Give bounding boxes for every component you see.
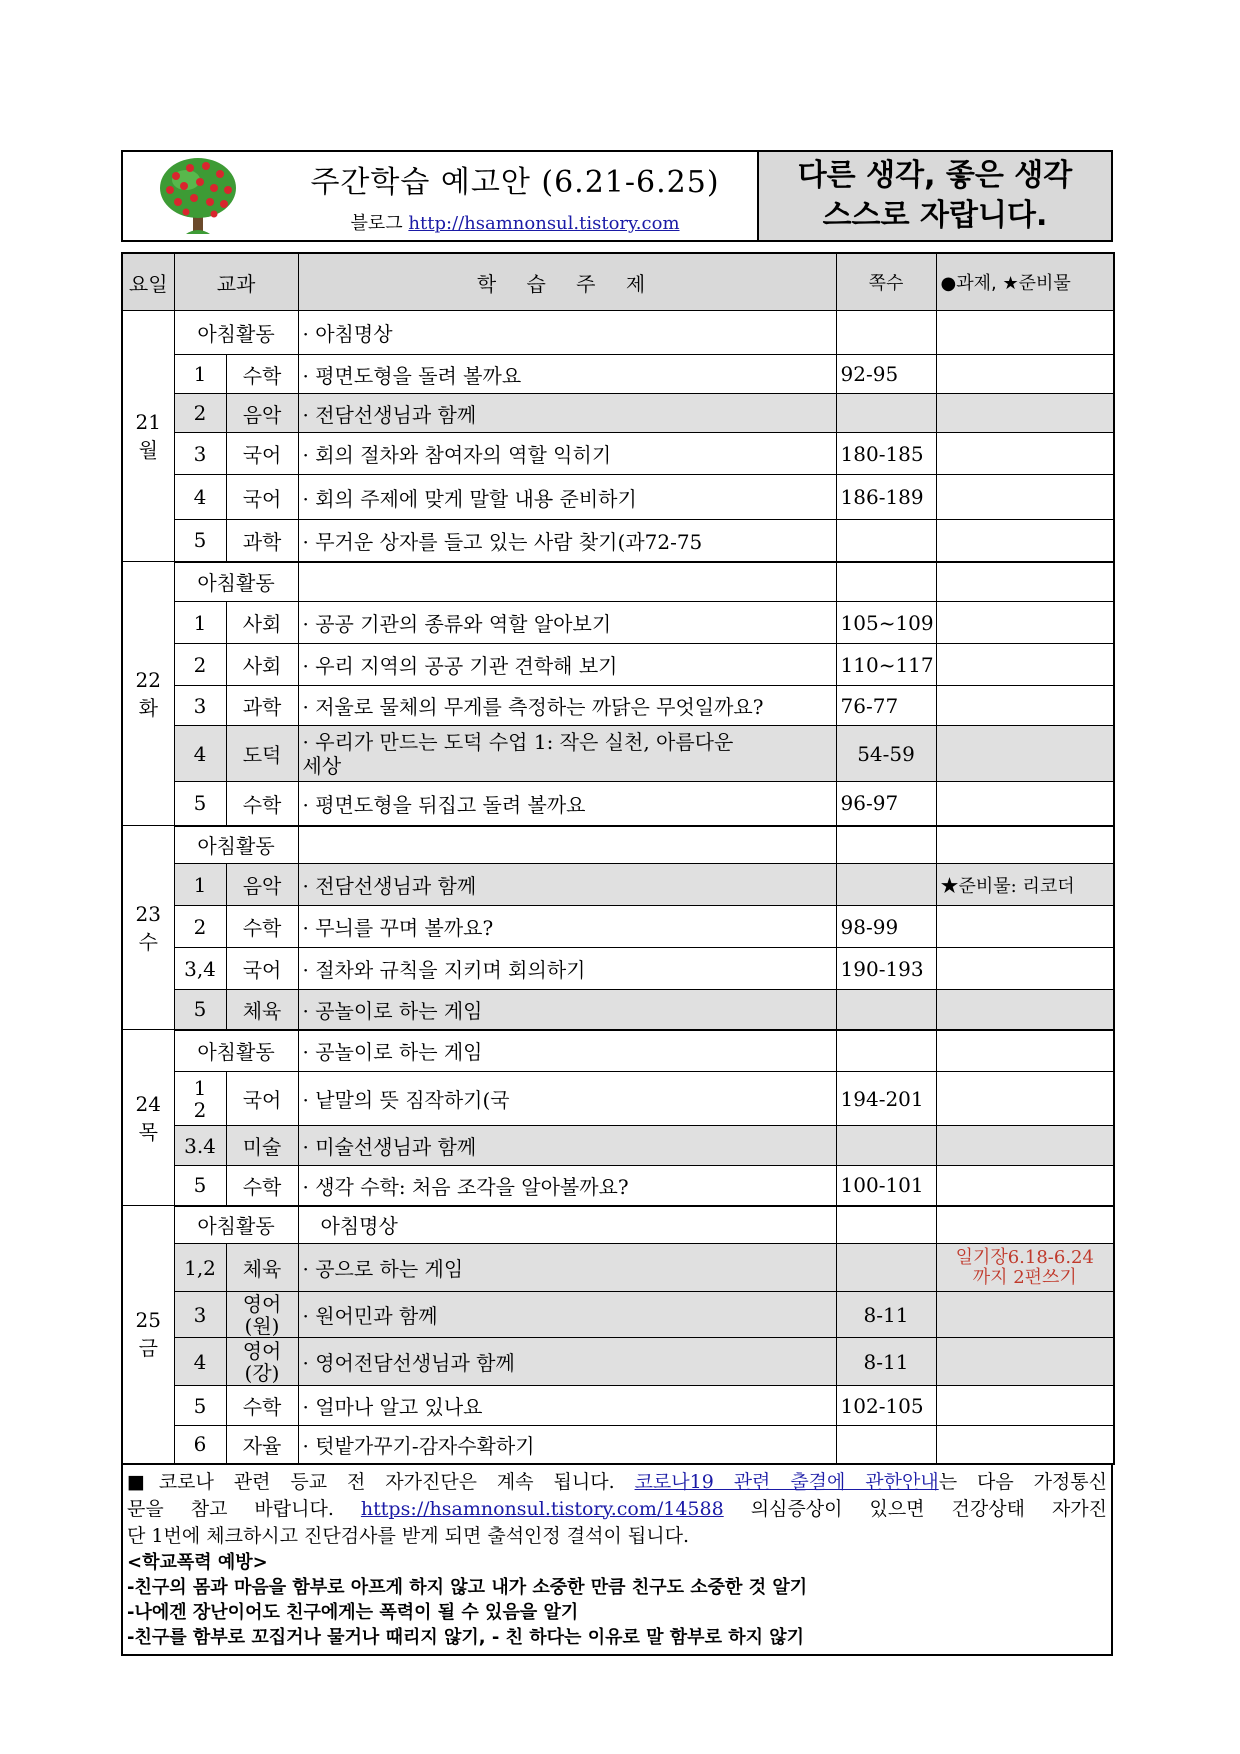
task-cell [936,355,1114,394]
topic-cell [298,726,836,782]
table-row [122,602,1114,644]
subject-cell: 자율 [226,1426,298,1464]
subject-cell: 국어 [226,948,298,990]
topic-cell: · 저울로 물체의 무게를 측정하는 까닭은 무엇일까요? [298,686,836,726]
pages-cell: 190-193 [836,948,936,990]
table-row [122,1030,1114,1072]
pages-cell [836,311,936,355]
pages-cell [836,562,936,602]
table-row [122,644,1114,686]
subject-cell: 음악 [226,864,298,906]
period-cell: 1 [174,602,226,644]
task-cell [936,782,1114,826]
pages-cell: 96-97 [836,782,936,826]
task-cell [936,394,1114,433]
header-subject: 교과 [174,253,298,311]
task-cell [936,602,1114,644]
period-line-1: 1 [193,1075,207,1100]
period-cell: 3,4 [174,948,226,990]
topic-cell: · 무거운 상자를 들고 있는 사람 찾기(과72-75 [298,520,836,562]
table-row [122,782,1114,826]
header-pages: 쪽수 [836,253,936,311]
notice-line-1 [127,1469,1107,1496]
subject-cell: 수학 [226,782,298,826]
notice-line-3: 단 1번에 체크하시고 진단검사를 받게 되면 출석인정 결석이 됩니다. [127,1524,690,1547]
diary-note-line-2: 까지 2편쓰기 [972,1266,1077,1288]
table-row [122,1206,1114,1244]
table-row [122,1338,1114,1386]
page-title: 주간학습 예고안 (6.21-6.25) [310,165,720,200]
table-row [122,990,1114,1030]
day-weekday: 월 [138,438,158,462]
notice-text: 문을 참고 바랍니다. [127,1497,334,1520]
pages-cell [836,394,936,433]
topic-cell: · 공놀이로 하는 게임 [298,990,836,1030]
morning-activity-label: 아침활동 [174,311,298,355]
subject-cell: 국어 [226,475,298,520]
period-cell: 4 [174,726,226,782]
blog-label: 블로그 [350,213,403,234]
table-row [122,906,1114,948]
header-topic: 학 습 주 제 [298,253,836,311]
period-cell: 5 [174,520,226,562]
day-date: 21 [135,410,161,434]
task-cell [936,644,1114,686]
period-cell: 1 [174,355,226,394]
subject-cell: 국어 [226,1072,298,1126]
day-cell-thu [122,1030,174,1206]
subject-cell: 음악 [226,394,298,433]
pages-cell: 105~109 [836,602,936,644]
task-cell [936,562,1114,602]
task-cell [936,520,1114,562]
topic-cell: · 낱말의 뜻 짐작하기(국 [298,1072,836,1126]
schedule-table [121,252,1115,1465]
weekly-plan-page [121,150,1113,1656]
covid-attendance-link[interactable]: 코로나19 관련 출결에 관한안내 [634,1470,939,1493]
task-cell [936,1126,1114,1166]
period-cell: 5 [174,782,226,826]
table-row [122,1386,1114,1426]
pages-cell [836,520,936,562]
pages-cell [836,1206,936,1244]
subject-cell: 도덕 [226,726,298,782]
topic-cell [298,562,836,602]
topic-line-2: 세상 [302,753,342,778]
topic-cell: · 무늬를 꾸며 볼까요? [298,906,836,948]
pages-cell: 194-201 [836,1072,936,1126]
subject-line-2: (원) [244,1313,280,1338]
motto-line-2: 스스로 자랍니다. [822,198,1048,233]
task-cell [936,1030,1114,1072]
table-row [122,475,1114,520]
notice-text: ■코로나 관련 등교 전 자가진단은 계속 됩니다. [127,1470,615,1493]
topic-cell: · 원어민과 함께 [298,1292,836,1338]
topic-cell: · 영어전담선생님과 함께 [298,1338,836,1386]
day-date: 23 [135,901,161,926]
logo-cell [123,152,273,240]
notice-box [121,1465,1113,1656]
pages-cell: 180-185 [836,433,936,475]
topic-cell: · 회의 주제에 맞게 말할 내용 준비하기 [298,475,836,520]
topic-cell: · 절차와 규칙을 지키며 회의하기 [298,948,836,990]
notice-url-link[interactable]: https://hsamnonsul.tistory.com/14588 [360,1497,724,1520]
period-cell: 4 [174,1338,226,1386]
diary-note-line-1: 일기장6.18-6.24 [955,1246,1094,1268]
topic-cell: · 공공 기관의 종류와 역할 알아보기 [298,602,836,644]
subject-line-2: (강) [244,1360,280,1385]
table-row [122,1292,1114,1338]
day-date: 25 [135,1308,161,1333]
pages-cell [836,1426,936,1464]
subject-cell [226,1292,298,1338]
task-cell [936,1338,1114,1386]
period-cell: 2 [174,394,226,433]
table-row [122,433,1114,475]
task-cell [936,1072,1114,1126]
pages-cell [836,1126,936,1166]
topic-cell: · 얼마나 알고 있나요 [298,1386,836,1426]
topic-cell: · 공으로 하는 게임 [298,1244,836,1292]
pages-cell: 8-11 [836,1338,936,1386]
pages-cell [836,1030,936,1072]
period-cell: 5 [174,1166,226,1206]
violence-title: <학교폭력 예방> [127,1551,268,1573]
table-row [122,355,1114,394]
subject-cell: 수학 [226,355,298,394]
topic-cell: · 우리 지역의 공공 기관 견학해 보기 [298,644,836,686]
subject-cell: 미술 [226,1126,298,1166]
task-cell: ★준비물: 리코더 [936,864,1114,906]
subject-cell [226,1338,298,1386]
table-row [122,726,1114,782]
task-cell [936,475,1114,520]
morning-activity-label: 아침활동 [174,1030,298,1072]
table-row [122,1166,1114,1206]
day-weekday: 수 [138,929,158,954]
subject-cell: 사회 [226,644,298,686]
subject-cell: 사회 [226,602,298,644]
motto-line-1: 다른 생각, 좋은 생각 [797,158,1073,193]
pages-cell: 102-105 [836,1386,936,1426]
table-row [122,864,1114,906]
period-cell: 1,2 [174,1244,226,1292]
subject-cell: 수학 [226,1166,298,1206]
pages-cell: 8-11 [836,1292,936,1338]
day-date: 22 [135,667,161,692]
pages-cell: 100-101 [836,1166,936,1206]
topic-cell: · 평면도형을 뒤집고 돌려 볼까요 [298,782,836,826]
task-cell [936,948,1114,990]
period-cell: 5 [174,1386,226,1426]
pages-cell [836,990,936,1030]
header [121,150,1113,242]
day-date: 24 [135,1091,161,1116]
period-cell [174,1072,226,1126]
pages-cell [836,1244,936,1292]
violence-item-2: -나에겐 장난이어도 친구에게는 폭력이 될 수 있음을 알기 [127,1601,579,1623]
notice-line-2 [127,1496,1107,1523]
pages-cell: 92-95 [836,355,936,394]
header-tasks: ●과제, ★준비물 [936,253,1114,311]
topic-cell [298,826,836,864]
apple-tree-icon [156,154,240,238]
subject-cell: 수학 [226,906,298,948]
day-weekday: 금 [138,1336,158,1361]
table-row [122,562,1114,602]
period-cell: 4 [174,475,226,520]
table-row [122,1126,1114,1166]
topic-cell: · 회의 절차와 참여자의 역할 익히기 [298,433,836,475]
task-cell [936,1292,1114,1338]
header-day: 요일 [122,253,174,311]
day-weekday: 화 [138,695,158,720]
day-cell-wed [122,826,174,1030]
table-row [122,1426,1114,1464]
period-cell: 2 [174,906,226,948]
day-weekday: 목 [138,1119,158,1144]
task-cell [936,1166,1114,1206]
table-row [122,394,1114,433]
table-row [122,948,1114,990]
day-cell-mon [122,311,174,562]
period-cell: 2 [174,644,226,686]
topic-cell: · 공놀이로 하는 게임 [298,1030,836,1072]
morning-activity-label: 아침활동 [174,1206,298,1244]
subject-cell: 수학 [226,1386,298,1426]
diary-homework-note [936,1244,1114,1292]
topic-line-1: · 우리가 만드는 도덕 수업 1: 작은 실천, 아름다운 [302,729,734,754]
subject-cell: 과학 [226,520,298,562]
topic-cell: · 텃밭가꾸기-감자수확하기 [298,1426,836,1464]
topic-cell: · 전담선생님과 함께 [298,394,836,433]
morning-activity-label: 아침활동 [174,826,298,864]
day-cell-fri [122,1206,174,1464]
table-row [122,826,1114,864]
task-cell [936,990,1114,1030]
topic-cell: · 아침명상 [298,311,836,355]
blog-line [350,209,679,235]
violence-item-3: -친구를 함부로 꼬집거나 물거나 때리지 않기, - 친 하다는 이유로 말 함부로 하지 않기 [127,1626,805,1648]
period-cell: 3 [174,1292,226,1338]
topic-cell: · 평면도형을 돌려 볼까요 [298,355,836,394]
title-cell [273,152,757,240]
blog-link[interactable]: http://hsamnonsul.tistory.com [408,213,680,234]
period-cell: 3 [174,433,226,475]
table-row [122,311,1114,355]
morning-activity-label: 아침활동 [174,562,298,602]
pages-cell [836,826,936,864]
motto-cell [757,152,1111,240]
subject-line-1: 영어 [242,1291,282,1316]
task-cell [936,906,1114,948]
pages-cell: 98-99 [836,906,936,948]
pages-cell: 76-77 [836,686,936,726]
topic-cell: 아침명상 [298,1206,836,1244]
table-row [122,1072,1114,1126]
subject-cell: 과학 [226,686,298,726]
subject-cell: 체육 [226,990,298,1030]
table-row [122,686,1114,726]
subject-cell: 체육 [226,1244,298,1292]
task-cell [936,1426,1114,1464]
topic-cell: · 생각 수학: 처음 조각을 알아볼까요? [298,1166,836,1206]
task-cell [936,1386,1114,1426]
period-cell: 5 [174,990,226,1030]
pages-cell: 54-59 [836,726,936,782]
table-header-row [122,253,1114,311]
day-cell-tue [122,562,174,826]
notice-text: 의심증상이 있으면 건강상태 자가진 [750,1497,1108,1520]
period-line-2: 2 [193,1097,207,1122]
period-cell: 6 [174,1426,226,1464]
task-cell [936,826,1114,864]
notice-text: 는 다음 가정통신 [938,1470,1107,1493]
violence-item-1: -친구의 몸과 마음을 함부로 아프게 하지 않고 내가 소중한 만큼 친구도 소중한 것 알기 [127,1576,808,1598]
task-cell [936,686,1114,726]
task-cell [936,1206,1114,1244]
topic-cell: · 미술선생님과 함께 [298,1126,836,1166]
task-cell [936,726,1114,782]
pages-cell [836,864,936,906]
period-cell: 3 [174,686,226,726]
task-cell [936,433,1114,475]
table-row [122,520,1114,562]
period-cell: 3.4 [174,1126,226,1166]
table-row [122,1244,1114,1292]
task-cell [936,311,1114,355]
subject-cell: 국어 [226,433,298,475]
period-cell: 1 [174,864,226,906]
topic-cell: · 전담선생님과 함께 [298,864,836,906]
pages-cell: 110~117 [836,644,936,686]
subject-line-1: 영어 [242,1338,282,1363]
pages-cell: 186-189 [836,475,936,520]
